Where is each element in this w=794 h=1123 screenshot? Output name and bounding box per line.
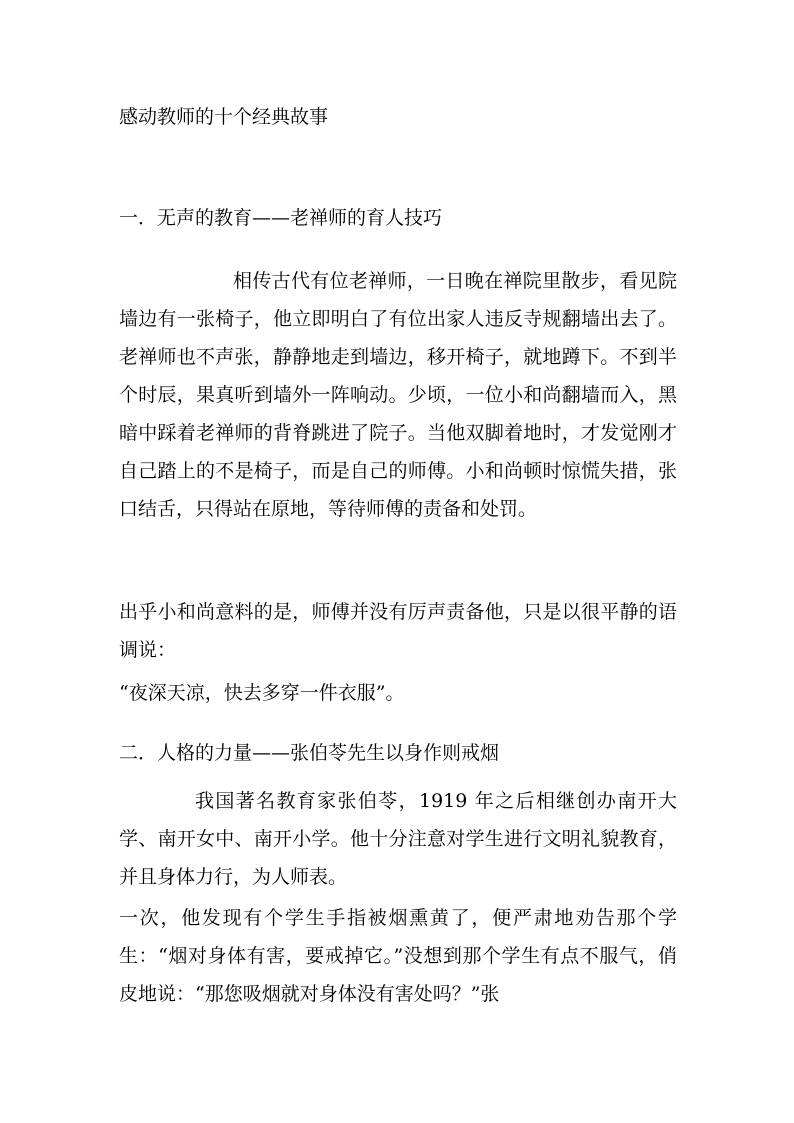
- document-title: 感动教师的十个经典故事: [119, 106, 329, 128]
- paragraph-zhang-boling-intro: 我国著名教育家张伯苓，1919 年之后相继创办南开大学、南开女中、南开小学。他十分注意对学生进行文明礼貌教育，并且身体力行，为人师表。: [119, 790, 677, 888]
- paragraph-master-response: 出乎小和尚意料的是，师傅并没有厉声责备他，只是以很平静的语调说：: [119, 601, 677, 661]
- paragraph-zen-master-story: 相传古代有位老禅师，一日晚在禅院里散步，看见院墙边有一张椅子，他立即明白了有位出家人违反寺规翻墙出去了。老禅师也不声张，静静地走到墙边，移开椅子，就地蹲下。不到半个时辰，果真听到墙外一阵响动。少顷，一位小和尚翻墙而入，黑暗中踩着老禅师的背脊跳进了院子。当他双脚着地时，才发觉刚才自己踏上的不是椅子，而是自己的师傅。小和尚顿时惊慌失措，张口结舌，只得站在原地，等待师傅的责备和处罚。: [119, 270, 677, 520]
- section-heading-1: 一．无声的教育——老禅师的育人技巧: [119, 207, 443, 229]
- paragraph-master-quote: “夜深天凉，快去多穿一件衣服”。: [119, 682, 405, 704]
- paragraph-smoking-story: 一次，他发现有个学生手指被烟熏黄了，便严肃地劝告那个学生：“烟对身体有害，要戒掉它。”没想到那个学生有点不服气，俏皮地说：“那您吸烟就对身体没有害处吗？”张: [119, 907, 677, 1005]
- section-heading-2: 二．人格的力量——张伯苓先生以身作则戒烟: [119, 742, 500, 764]
